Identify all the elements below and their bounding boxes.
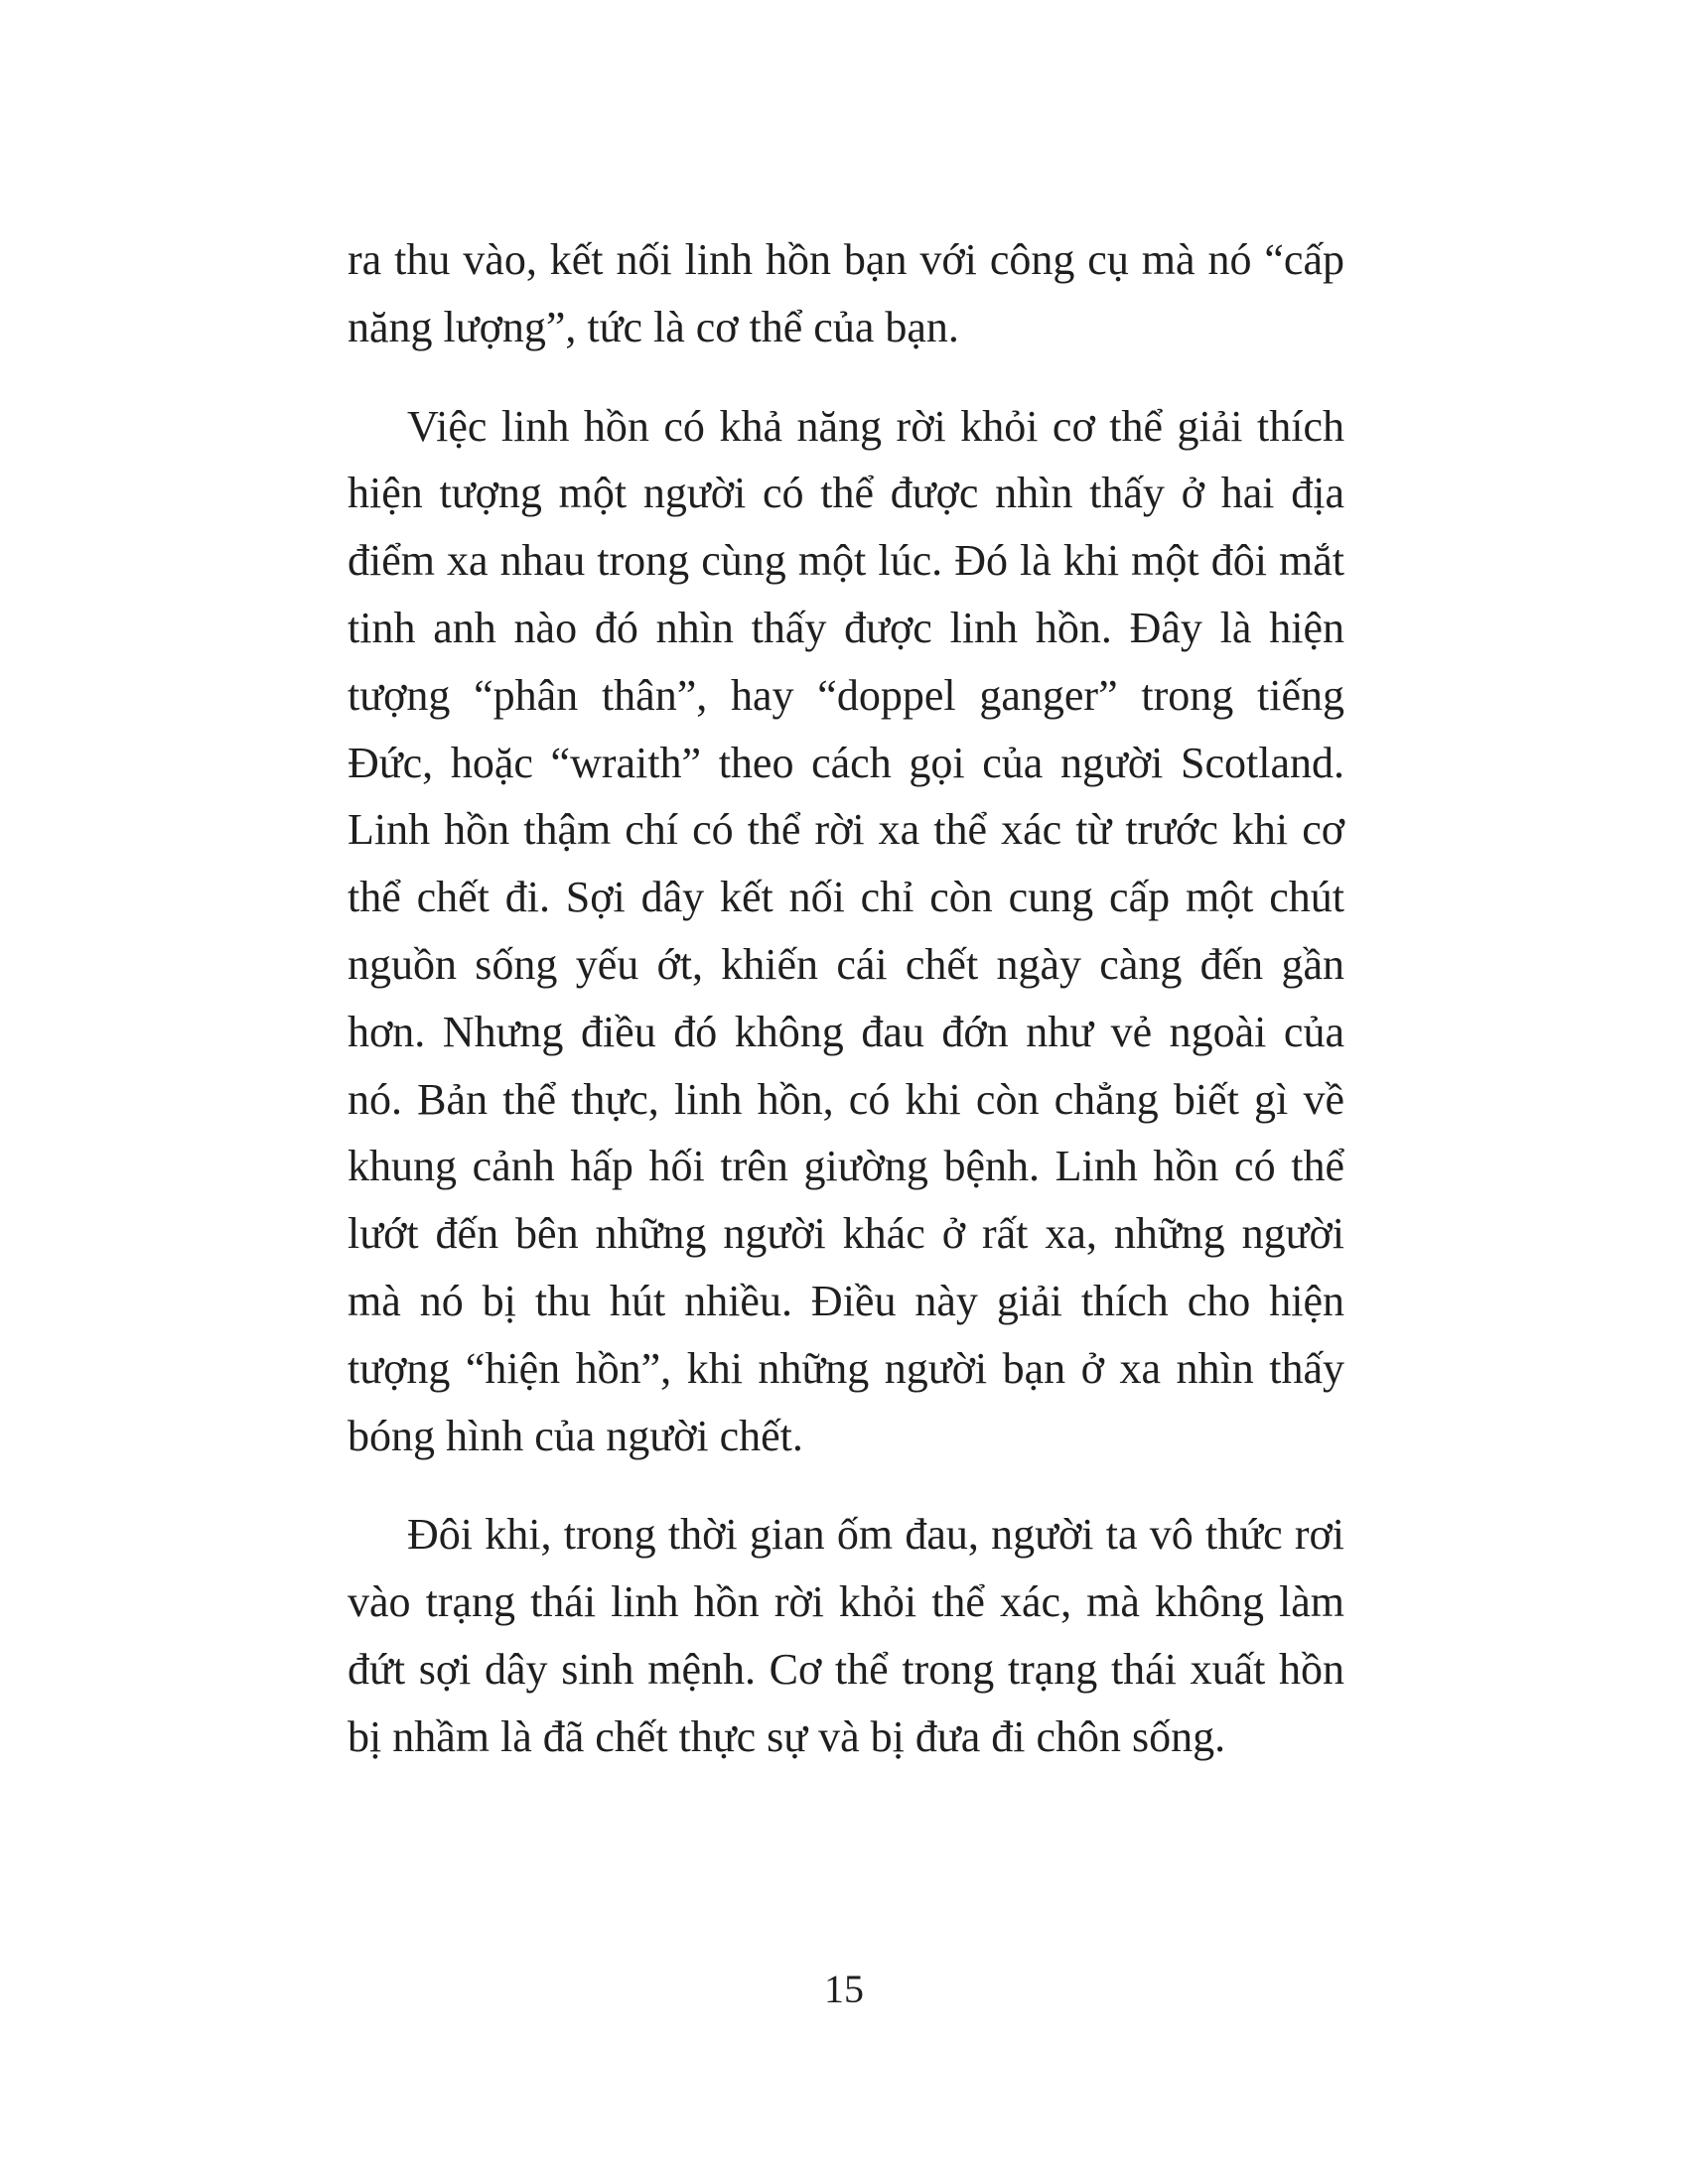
paragraph-2: Việc linh hồn có khả năng rời khỏi cơ thể giải thích hiện tượng một người có thể được nhìn thấy ở hai địa điểm xa nhau trong cùng một lúc. Đó là khi một đôi mắt tinh anh nào đó nhìn thấy được linh hồn. Đây là hiện tượng “phân thân”, hay “doppel ganger” trong tiếng Đức, hoặc “wraith” theo cách gọi của người Scotland. Linh hồn thậm chí có thể rời xa thể xác từ trước khi cơ thể chết đi. Sợi dây kết nối chỉ còn cung cấp một chút nguồn sống yếu ớt, khiến cái chết ngày càng đến gần hơn. Nhưng điều đó không đau đớn như vẻ ngoài của nó. Bản thể thực, linh hồn, có khi còn chẳng biết gì về khung cảnh hấp hối trên giường bệnh. Linh hồn có thể lướt đến bên những người khác ở rất xa, những người mà nó bị thu hút nhiều. Điều này giải thích cho hiện tượng “hiện hồn”, khi những người bạn ở xa nhìn thấy bóng hình của người chết. — [348, 401, 1344, 1460]
page-body — [348, 226, 1344, 1771]
paragraph-1: ra thu vào, kết nối linh hồn bạn với công cụ mà nó “cấp năng lượng”, tức là cơ thể của bạn. — [348, 235, 1344, 351]
page-number: 15 — [824, 1967, 864, 2011]
paragraph-3: Đôi khi, trong thời gian ốm đau, người ta vô thức rơi vào trạng thái linh hồn rời khỏi thể xác, mà không làm đứt sợi dây sinh mệnh. Cơ thể trong trạng thái xuất hồn bị nhầm là đã chết thực sự và bị đưa đi chôn sống. — [348, 1510, 1344, 1761]
